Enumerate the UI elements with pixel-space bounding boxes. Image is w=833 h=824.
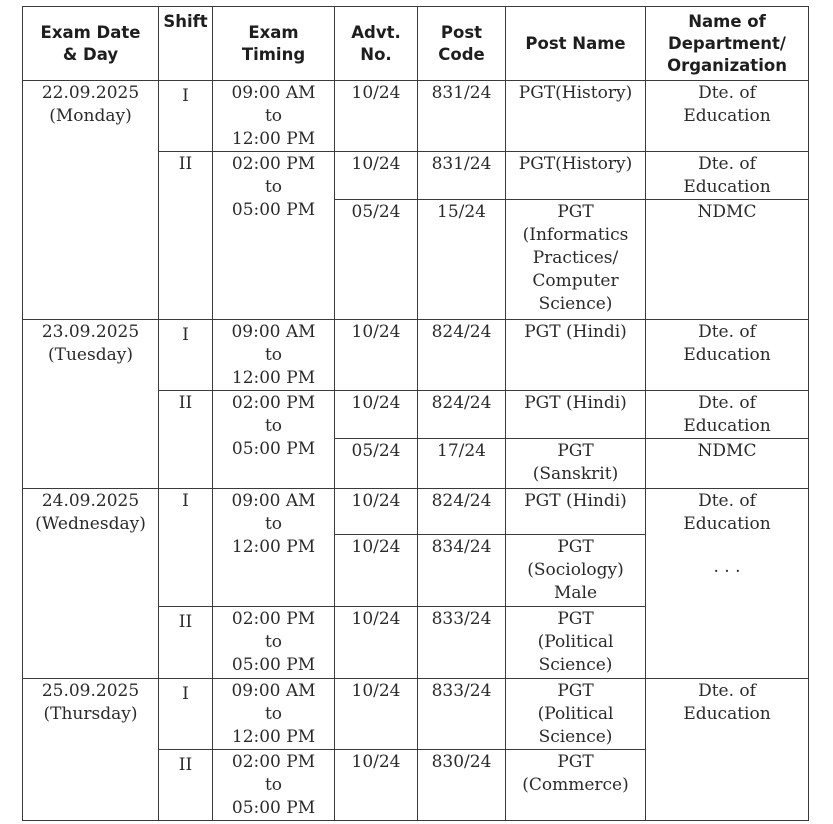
post-name-cell: PGT (Hindi) [506,320,646,391]
post-name-cell: PGT (Sociology) Male [506,535,646,607]
post-code-cell: 833/24 [418,607,506,679]
post-name-cell: PGT (Commerce) [506,750,646,821]
exam-date-cell: 22.09.2025 (Monday) [23,81,159,320]
header-advt-no: Advt. No. [335,7,418,81]
post-code-cell: 833/24 [418,679,506,750]
post-name-cell: PGT (Hindi) [506,391,646,439]
advt-no-cell: 10/24 [335,489,418,535]
post-code-cell: 15/24 [418,200,506,320]
post-name-cell: PGT (Informatics Practices/ Computer Science) [506,200,646,320]
timing-cell: 09:00 AM to 12:00 PM [213,81,335,152]
timing-cell: 02:00 PM to 05:00 PM [213,750,335,821]
advt-no-cell: 10/24 [335,81,418,152]
shift-cell: II [159,391,213,489]
shift-cell: I [159,320,213,391]
advt-no-cell: 05/24 [335,439,418,489]
shift-cell: I [159,679,213,750]
table-row [23,679,809,750]
advt-no-cell: 10/24 [335,607,418,679]
header-post-name: Post Name [506,7,646,81]
header-department: Name of Department/ Organization [646,7,809,81]
timing-cell: 02:00 PM to 05:00 PM [213,607,335,679]
advt-no-cell: 10/24 [335,535,418,607]
department-cell: NDMC [646,439,809,489]
table-row [23,320,809,391]
post-code-cell: 824/24 [418,391,506,439]
post-name-cell: PGT (Political Science) [506,607,646,679]
advt-no-cell: 10/24 [335,320,418,391]
header-exam-timing: Exam Timing [213,7,335,81]
exam-date-cell: 24.09.2025 (Wednesday) [23,489,159,679]
exam-date-cell: 23.09.2025 (Tuesday) [23,320,159,489]
exam-schedule-table [22,6,809,821]
shift-cell: II [159,152,213,320]
department-cell: Dte. of Education [646,679,809,821]
department-cell: NDMC [646,200,809,320]
post-code-cell: 830/24 [418,750,506,821]
post-code-cell: 831/24 [418,152,506,200]
post-code-cell: 824/24 [418,489,506,535]
table-row [23,489,809,535]
post-name-cell: PGT (Hindi) [506,489,646,535]
post-name-cell: PGT(History) [506,152,646,200]
shift-cell: I [159,81,213,152]
table-row [23,81,809,152]
advt-no-cell: 10/24 [335,679,418,750]
post-code-cell: 824/24 [418,320,506,391]
department-cell: Dte. of Education [646,320,809,391]
advt-no-cell: 10/24 [335,152,418,200]
post-code-cell: 17/24 [418,439,506,489]
department-cell: Dte. of Education . . . [646,489,809,679]
advt-no-cell: 10/24 [335,750,418,821]
header-post-code: Post Code [418,7,506,81]
department-cell: Dte. of Education [646,391,809,439]
timing-cell: 09:00 AM to 12:00 PM [213,679,335,750]
post-code-cell: 831/24 [418,81,506,152]
timing-cell: 02:00 PM to 05:00 PM [213,152,335,320]
post-name-cell: PGT(History) [506,81,646,152]
exam-date-cell: 25.09.2025 (Thursday) [23,679,159,821]
advt-no-cell: 05/24 [335,200,418,320]
shift-cell: II [159,750,213,821]
department-cell: Dte. of Education [646,81,809,152]
shift-cell: I [159,489,213,607]
timing-cell: 02:00 PM to 05:00 PM [213,391,335,489]
timing-cell: 09:00 AM to 12:00 PM [213,489,335,607]
department-cell: Dte. of Education [646,152,809,200]
header-shift: Shift [159,7,213,81]
advt-no-cell: 10/24 [335,391,418,439]
post-name-cell: PGT (Sanskrit) [506,439,646,489]
header-exam-date: Exam Date & Day [23,7,159,81]
post-code-cell: 834/24 [418,535,506,607]
header-row [23,7,809,81]
timing-cell: 09:00 AM to 12:00 PM [213,320,335,391]
post-name-cell: PGT (Political Science) [506,679,646,750]
shift-cell: II [159,607,213,679]
